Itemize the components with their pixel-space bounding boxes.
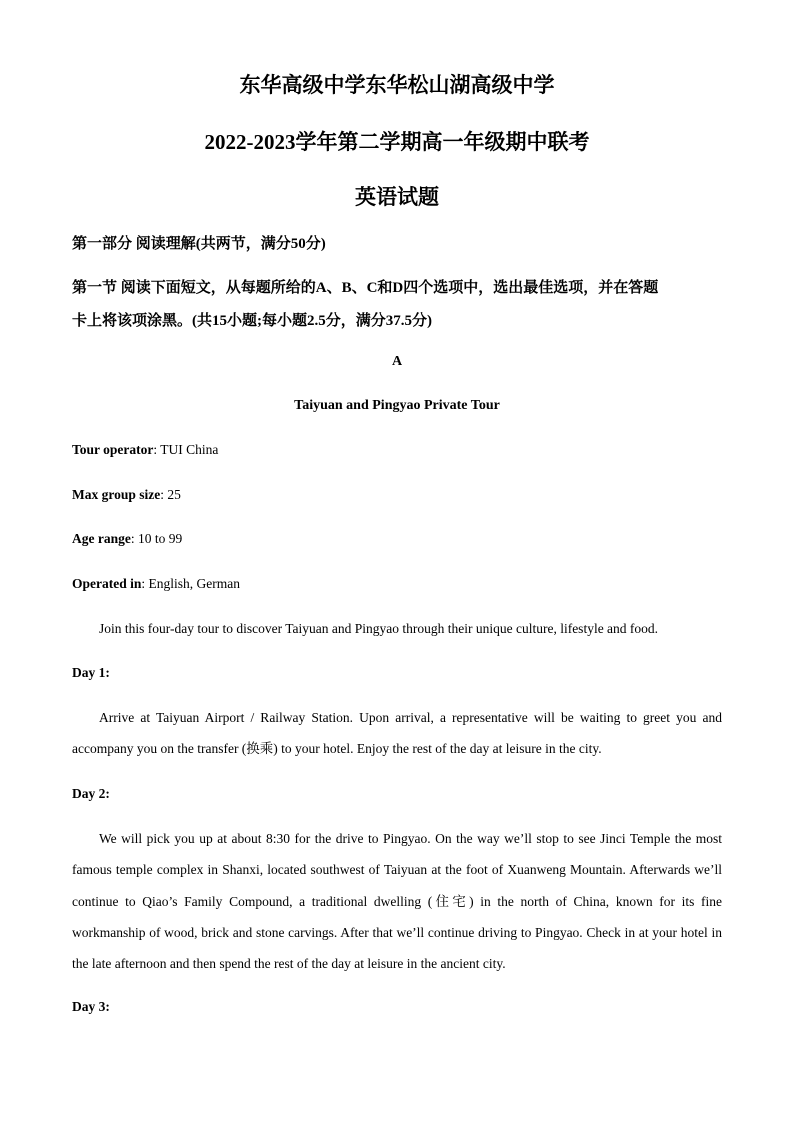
fact-value: : English, German [141, 576, 240, 591]
passage-letter: A [391, 354, 403, 369]
passage-title: Taiyuan and Pingyao Private Tour [294, 398, 500, 413]
fact-tour-operator [72, 442, 218, 458]
exam-title: 2022-2023学年第二学期高一年级期中联考 [204, 130, 590, 154]
section-instructions-line-1: 第一节 阅读下面短文，从每题所给的A、B、C和D四个选项中，选出最佳选项，并在答题 [72, 280, 659, 296]
intro-paragraph: Join this four-day tour to discover Taiyuan and Pingyao through their unique culture, lifestyle and food. [99, 621, 659, 636]
fact-age-range [72, 531, 182, 547]
day-2-text: We will pick you up at about 8:30 for the drive to Pingyao. On the way we’ll stop to see Jinci Temple the most famous temple complex in Shanxi, located southwest of Taiyuan at the foot of Xuanweng Mountain. Afterwards we’ll continue to Qiao’s Family Compound, a traditional dwelling (住宅) in the north of China, known for its fine workmanship of wood, brick and stone carvings. After that we’ll continue driving to Pingyao. Check in at your hotel in the late afternoon and then spend the rest of the day at leisure in the ancient city. [72, 831, 722, 972]
fact-value: : 25 [160, 487, 181, 502]
day-1-label: Day 1: [72, 665, 110, 680]
day-1-text: Arrive at Taiyuan Airport / Railway Station. Upon arrival, a representative will be waiting to greet you and accompany you on the transfer (换乘) to your hotel. Enjoy the rest of the day at leisure in the city. [72, 710, 722, 757]
day-1-paragraph [72, 702, 722, 765]
subject-title: 英语试题 [355, 185, 439, 209]
day-2-label: Day 2: [72, 786, 110, 801]
day-3-label: Day 3: [72, 999, 110, 1014]
fact-label: Operated in [72, 576, 142, 591]
school-title: 东华高级中学东华松山湖高级中学 [239, 73, 555, 97]
fact-value: : 10 to 99 [130, 531, 183, 546]
fact-value: : TUI China [153, 442, 219, 457]
part-heading: 第一部分 阅读理解(共两节，满分50分) [72, 236, 326, 252]
fact-label: Max group size [72, 487, 161, 502]
fact-operated-in [72, 576, 240, 592]
fact-label: Age range [72, 531, 131, 546]
day-2-paragraph [72, 823, 722, 979]
fact-max-group-size [72, 487, 181, 503]
section-instructions-line-2: 卡上将该项涂黑。(共15小题;每小题2.5分，满分37.5分) [72, 313, 432, 329]
fact-label: Tour operator [72, 442, 154, 457]
